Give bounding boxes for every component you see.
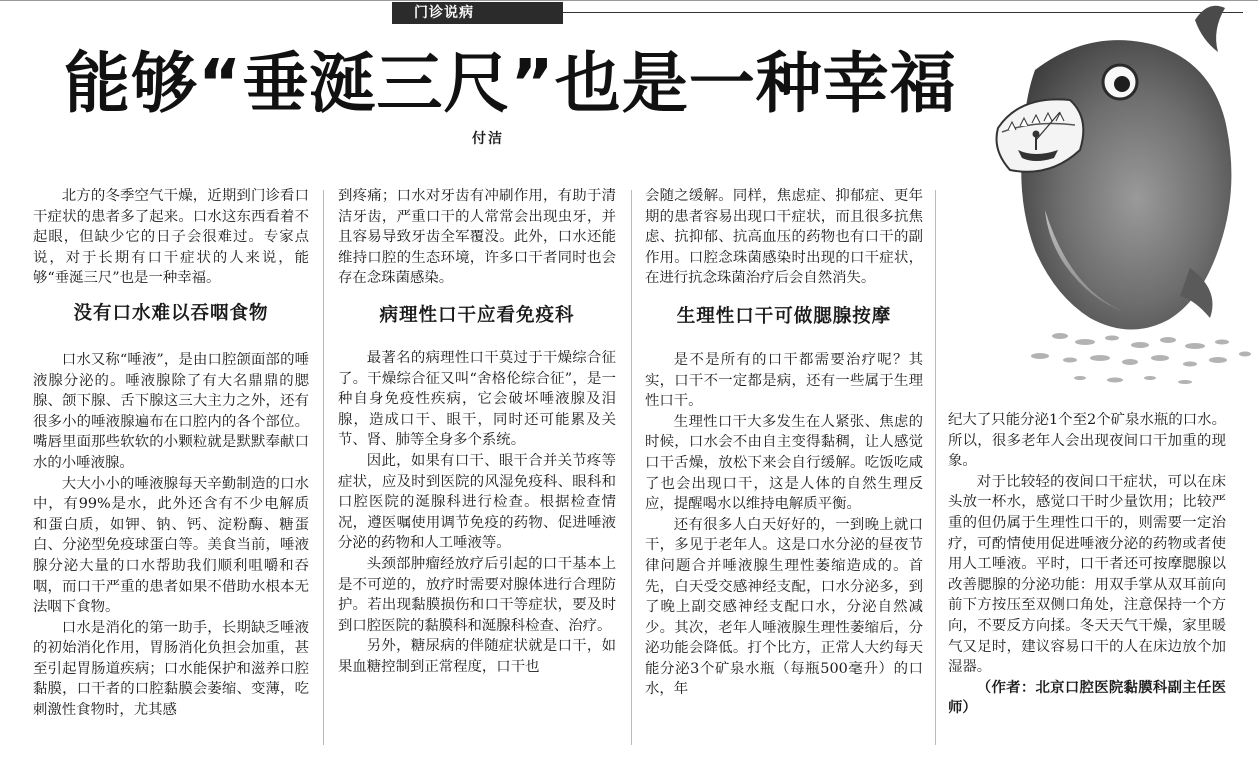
column-divider (935, 190, 936, 745)
paragraph: 口水是消化的第一助手，长期缺乏唾液的初始消化作用，胃肠消化负担会加重，甚至引起胃肠道疾病；口水能保护和滋养口腔黏膜，口干者的口腔黏膜会萎缩、变薄，吃刺激性食物时，尤其感 (33, 619, 309, 719)
paragraph: 对于比较轻的夜间口干症状，可以在床头放一杯水，感觉口干时少量饮用；比较严重的但仍属于生理性口干的，则需要一定治疗，可酌情使用促进唾液分泌的药物或者使用人工唾液。平时，口干者还可按摩腮腺以改善腮腺的分泌功能：用双手掌从双耳前向前下方按压至双侧口角处，注意保持一个方向，不要反方向揉。冬天天气干燥，家里暖气又足时，建议容易口干的人在床边放个加湿器。 (948, 473, 1226, 676)
byline: 付洁 (472, 131, 504, 147)
paragraph: 大大小小的唾液腺每天辛勤制造的口水中，有99%是水，此外还含有不少电解质和蛋白质，如钾、钠、钙、淀粉酶、糖蛋白、分泌型免疫球蛋白等。美食当前，唾液腺分泌大量的口水帮助我们顺利咀嚼和吞咽，而口干严重的患者如果不借助水根本无法咽下食物。 (33, 475, 309, 616)
paragraph: 到疼痛；口水对牙齿有冲刷作用，有助于清洁牙齿，严重口干的人常常会出现虫牙，并且容易导致牙齿全军覆没。此外，口水还能维持口腔的生态环境，许多口干者同时也会存在念珠菌感染。 (338, 188, 616, 287)
subheading: 病理性口干应看免疫科 (379, 304, 575, 326)
paragraph: 最著名的病理性口干莫过于干燥综合征了。干燥综合征又叫“舍格伦综合征”，是一种自身免疫性疾病，它会破坏唾液腺及泪腺，造成口干、眼干，同时还可能累及关节、肾、肺等全身多个系统。 (338, 349, 616, 449)
paragraph: 头颈部肿瘤经放疗后引起的口干基本上是不可逆的，放疗时需要对腺体进行合理防护。若出现黏膜损伤和口干等症状，要及时到口腔医院的黏膜科和涎腺科检查、治疗。 (338, 555, 616, 634)
paragraph: 口水又称“唾液”，是由口腔颌面部的唾液腺分泌的。唾液腺除了有大名鼎鼎的腮腺、颌下腺、舌下腺这三大主力之外，还有很多小的唾液腺遍布在口腔内的各个部位。嘴唇里面那些软软的小颗粒就是默默奉献口水的小唾液腺。 (33, 351, 309, 471)
paragraph: 纪大了只能分泌1个至2个矿泉水瓶的口水。所以，很多老年人会出现夜间口干加重的现象。 (948, 412, 1226, 470)
paragraph: 是不是所有的口干都需要治疗呢？其实，口干不一定都是病，还有一些属于生理性口干。 (645, 351, 923, 410)
headline: 能够“垂涎三尺”也是一种幸福 (64, 45, 957, 122)
paragraph: 会随之缓解。同样，焦虑症、抑郁症、更年期的患者容易出现口干症状，而且很多抗焦虑、抗抑郁、抗高血压的药物也有口干的副作用。口腔念珠菌感染时出现的口干症状，在进行抗念珠菌治疗后会自然消失。 (645, 188, 923, 287)
paragraph: 另外，糖尿病的伴随症状就是口干，如果血糖控制到正常程度，口干也 (338, 638, 616, 675)
fish-illustration (940, 0, 1258, 405)
subheading: 没有口水难以吞咽食物 (73, 302, 269, 324)
paragraph: 因此，如果有口干、眼干合并关节疼等症状，应及时到医院的风湿免疫科、眼科和口腔医院的涎腺科进行检查。根据检查情况，遵医嘱使用调节免疫的药物、促进唾液分泌的药物和人工唾液等。 (338, 452, 616, 552)
author-credit: （作者：北京口腔医院黏膜科副主任医师） (948, 678, 1226, 717)
subheading: 生理性口干可做腮腺按摩 (676, 305, 892, 327)
column-divider (323, 190, 324, 745)
section-tag: 门诊说病 (392, 2, 563, 24)
article-column-4 (948, 410, 1226, 719)
paragraph: 还有很多人白天好好的，一到晚上就口干，多见于老年人。这是口水分泌的昼夜节律问题合并唾液腺生理性萎缩造成的。首先，白天受交感神经支配，口水分泌多，到了晚上副交感神经支配口水，分泌自然减少。其次，老年人唾液腺生理性萎缩后，分泌功能会降低。打个比方，正常人大约每天能分泌3个矿泉水瓶（每瓶500毫升）的口水，年 (645, 516, 923, 698)
article-column-3 (645, 186, 923, 700)
article-column-1 (33, 186, 309, 721)
article-column-2 (338, 186, 616, 677)
paragraph: 北方的冬季空气干燥，近期到门诊看口干症状的患者多了起来。口水这东西看着不起眼，但缺少它的日子会很难过。专家点说，对于长期有口干症状的人来说，能够“垂涎三尺”也是一种幸福。 (33, 188, 309, 287)
paragraph: 生理性口干大多发生在人紧张、焦虑的时候，口水会不由自主变得黏稠，让人感觉口干舌燥，放松下来会自行缓解。吃饭吃咸了也会出现口干，这是人体的自然生理反应，提醒喝水以维持电解质平衡。 (645, 413, 923, 513)
column-divider (631, 190, 632, 745)
